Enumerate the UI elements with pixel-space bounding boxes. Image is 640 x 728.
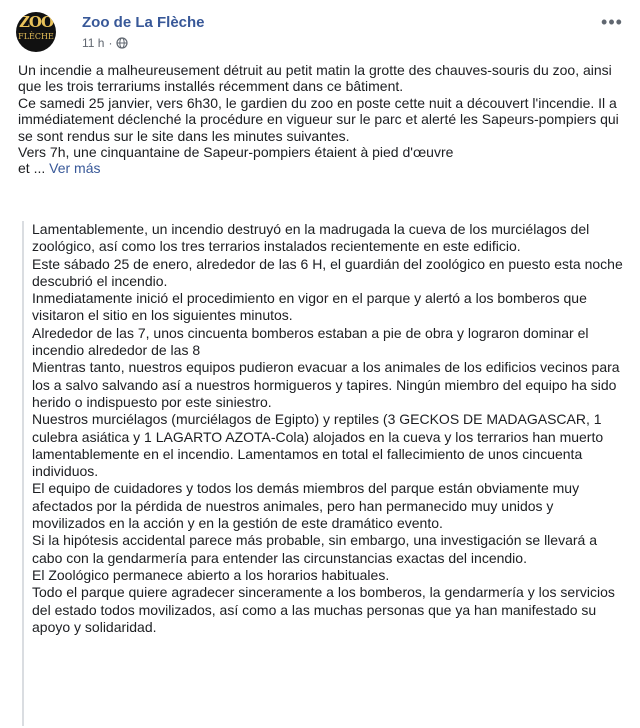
translation-block — [22, 221, 624, 726]
more-icon[interactable]: ••• — [601, 12, 623, 32]
translation-paragraph: Lamentablemente, un incendio destruyó en la madrugada la cueva de los murciélagos del zoológico, así como los tres terrarios instalados recientemente en este edificio. — [32, 221, 590, 255]
avatar-logo-subtext: FLÈCHE — [18, 32, 54, 41]
avatar-logo-text: ZOO — [18, 13, 54, 31]
post-paragraph: Ce samedi 25 janvier, vers 6h30, le gardien du zoo en poste cette nuit a découvert l'incendie. Il a immédiatement déclenché la procédure en vigueur sur le parc et alerté les Sapeurs-pompiers qui se sont rendus sur le site dans les minutes suivantes. — [18, 94, 619, 144]
translation-paragraph: Si la hipótesis accidental parece más probable, sin embargo, una investigación se llevará a cabo con la gendarmería para entender las circunstancias exactas del incendio. — [32, 532, 597, 566]
translation-paragraph: Nuestros murciélagos (murciélagos de Egipto) y reptiles (3 GECKOS DE MADAGASCAR, 1 culebra asiática y 1 LAGARTO AZOTA-Cola) alojados en la cueva y los terrarios han muerto lamentablemente en el incendio. Lamentamos en total el fallecimiento de unos cincuenta individuos. — [32, 411, 604, 480]
post-timestamp[interactable]: 11 h — [82, 36, 105, 50]
post-header — [16, 12, 624, 52]
truncated-prefix: et ... — [18, 160, 46, 177]
translation-paragraph: Este sábado 25 de enero, alrededor de las 6 H, el guardián del zoológico en puesto esta noche descubrió el incendio. — [32, 255, 623, 289]
see-more-link[interactable]: Ver más — [49, 160, 101, 177]
post-truncated-line — [18, 160, 622, 176]
translation-paragraph: Alrededor de las 7, unos cincuenta bomberos estaban a pie de obra y lograron dominar el incendio alrededor de las 8 — [32, 324, 589, 359]
post-paragraph: Vers 7h, une cinquantaine de Sapeur-pompiers étaient à pied d'œuvre — [18, 144, 454, 161]
translation-paragraph: El equipo de cuidadores y todos los demás miembros del parque están obviamente muy afectados por la pérdida de nuestros animales, pero han permanecido muy unidos y movilizados en la acción y en la gestión de este dramático evento. — [32, 480, 580, 532]
post-paragraph: Un incendie a malheureusement détruit au petit matin la grotte des chauves-souris du zoo, ainsi que les trois terrariums installés récemment dans ce bâtiment. — [18, 62, 612, 95]
translation-paragraph: Mientras tanto, nuestros equipos pudieron evacuar a los animales de los edificios vecinos para los a salvo salvando así a nuestros hormigueros y tapires. Ningún miembro del equipo ha sido herido o indispuesto por este siniestro. — [32, 359, 620, 410]
post-body — [18, 62, 622, 177]
post-meta — [82, 36, 128, 50]
page-name-link[interactable]: Zoo de La Flèche — [82, 14, 205, 31]
translation-paragraph: Todo el parque quiere agradecer sinceramente a los bomberos, la gendarmería y los servicios del estado todos movilizados, así como a las muchas personas que ya han manifestado su apoyo y solidaridad. — [32, 584, 615, 635]
meta-separator: · — [108, 36, 113, 50]
translation-paragraph: Inmediatamente inició el procedimiento en vigor en el parque y alertó a los bomberos que visitaron el sitio en los siguientes minutos. — [32, 290, 587, 324]
translation-paragraph: El Zoológico permanece abierto a los horarios habituales. — [32, 566, 390, 583]
globe-icon[interactable] — [116, 37, 128, 49]
page-avatar[interactable] — [16, 12, 56, 52]
